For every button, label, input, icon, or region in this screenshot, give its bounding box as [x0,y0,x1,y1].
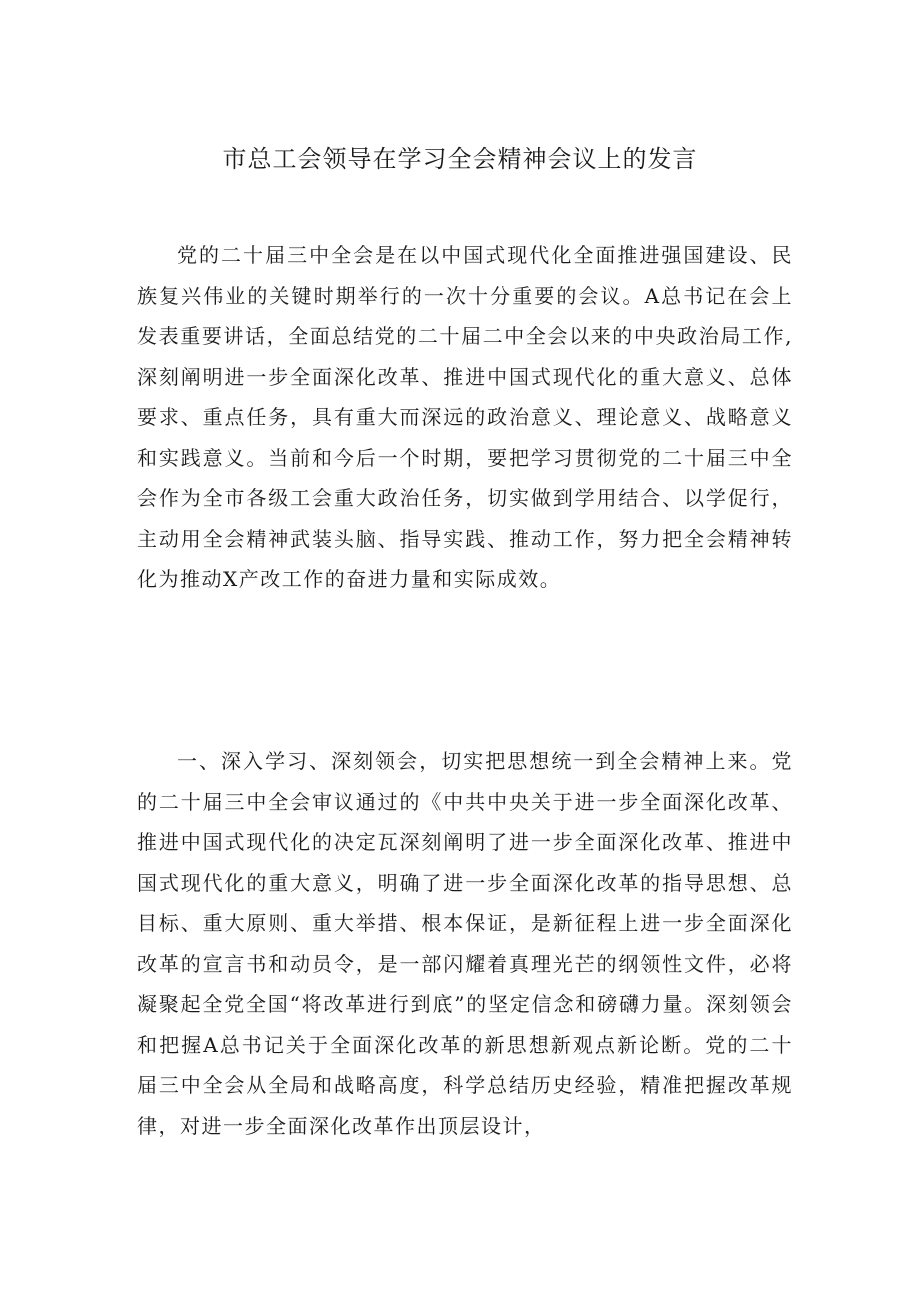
body-paragraph-intro: 党的二十届三中全会是在以中国式现代化全面推进强国建设、民族复兴伟业的关键时期举行的一次十分重要的会议。A总书记在会上发表重要讲话，全面总结党的二十届二中全会以来的中央政治局工作,深刻阐明进一步全面深化改革、推进中国式现代化的重大意义、总体要求、重点任务，具有重大而深远的政治意义、理论意义、战略意义和实践意义。当前和今后一个时期，要把学习贯彻党的二十届三中全会作为全市各级工会重大政治任务，切实做到学用结合、以学促行，主动用全会精神武装头脑、指导实践、推动工作，努力把全会精神转化为推动X产改工作的奋进力量和实际成效。 [137,243,793,591]
document-title: 市总工会领导在学习全会精神会议上的发言 [222,145,698,173]
body-paragraph-section-one: 一、深入学习、深刻领会，切实把思想统一到全会精神上来。党的二十届三中全会审议通过的《中共中央关于进一步全面深化改革、推进中国式现代化的决定瓦深刻阐明了进一步全面深化改革、推进中国式现代化的重大意义，明确了进一步全面深化改革的指导思想、总目标、重大原则、重大举措、根本保证，是新征程上进一步全面深化改革的宣言书和动员令，是一部闪耀着真理光芒的纲领性文件，必将凝聚起全党全国“将改革进行到底”的坚定信念和磅礴力量。深刻领会和把握A总书记关于全面深化改革的新思想新观点新论断。党的二十届三中全会从全局和战略高度，科学总结历史经验，精准把握改革规律，对进一步全面深化改革作出顶层设计， [137,749,793,1138]
